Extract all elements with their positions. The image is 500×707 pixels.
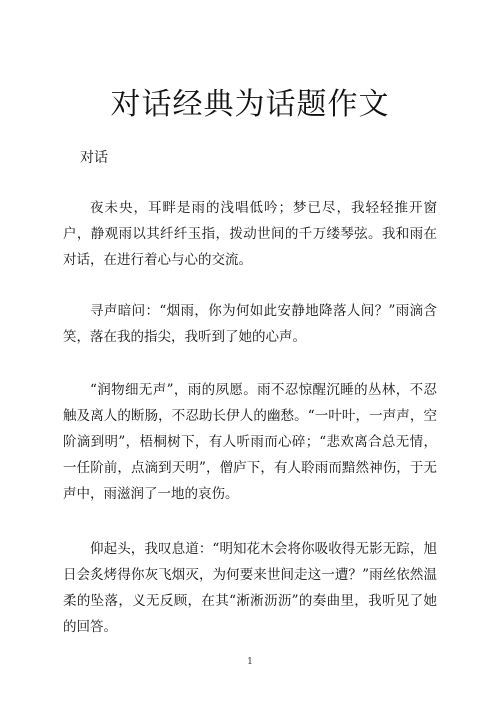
paragraph-3: “润物细无声”，雨的夙愿。雨不忍惊醒沉睡的丛林，不忍触及离人的断肠，不忍助长伊人的幽愁。“一叶叶，一声声，空阶滴到明”，梧桐树下，有人听雨而心碎；“悲欢离合总无情，一任阶前，点滴到天明”，僧庐下，有人聆雨而黯然神伤，于无声中，雨滋润了一地的哀伤。 <box>63 382 437 502</box>
paragraph-1: 夜未央，耳畔是雨的浅唱低吟；梦已尽，我轻轻推开窗户，静观雨以其纤纤玉指，拨动世间的千万缕琴弦。我和雨在对话，在进行着心与心的交流。 <box>63 200 437 268</box>
section-heading: 对话 <box>80 150 108 166</box>
page-number: 1 <box>247 657 253 667</box>
paragraph-4: 仰起头，我叹息道：“明知花木会将你吸收得无影无踪，旭日会炙烤得你灰飞烟灭，为何要来世间走这一遭？”雨丝依然温柔的坠落，义无反顾，在其“淅淅沥沥”的奏曲里，我听见了她的回答。 <box>63 541 437 635</box>
paragraph-2: 寻声暗问：“烟雨，你为何如此安静地降落人间？”雨滴含笑，落在我的指尖，我听到了她的心声。 <box>63 303 437 345</box>
document-title: 对话经典为话题作文 <box>110 87 390 122</box>
